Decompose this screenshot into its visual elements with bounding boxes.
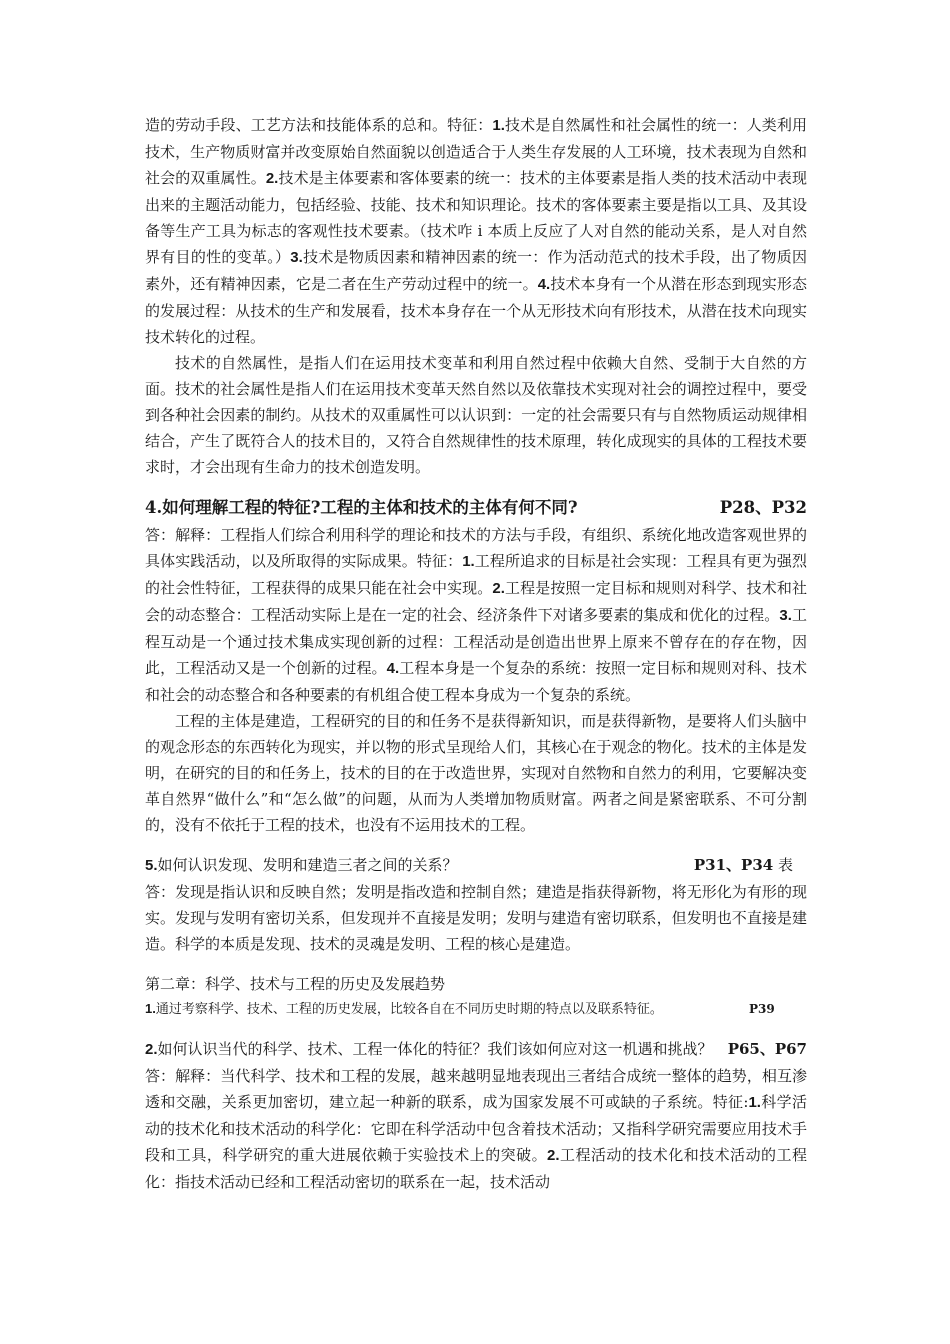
paragraph-tech-attributes: 技术的自然属性，是指人们在运用技术变革和利用自然过程中依赖大自然、受制于大自然的方面。技术的社会属性是指人们在运用技术变革天然自然以及依靠技术实现对社会的调控过程中，要受到各种社会因素的制约。从技术的双重属性可以认识到：一定的社会需要只有与自然物质运动规律相结合，产生了既符合人的技术目的，又符合自然规律性的技术原理，转化成现实的具体的工程技术要求时，才会出现有生命力的技术创造发明。 — [145, 354, 807, 476]
page-reference: P28、P32 — [719, 498, 807, 517]
paragraph-tech-features — [145, 112, 807, 350]
question-4 — [145, 494, 807, 522]
item-number: 1. — [748, 1094, 761, 1111]
answer-4 — [145, 522, 807, 708]
question-text: 如何认识发现、发明和建造三者之间的关系？ — [157, 856, 458, 874]
page-reference: P39 — [749, 1002, 775, 1016]
document-page — [145, 112, 807, 1195]
item-number: 2. — [265, 170, 279, 187]
text: 工程活动的技术化和技术活动的工程化：指技术活动已经和工程活动密切的联系在一起，技术活动 — [145, 1146, 807, 1191]
page-reference — [694, 852, 793, 878]
chapter2-question-1 — [145, 997, 807, 1022]
chapter-title: 第二章：科学、技术与工程的历史及发展趋势 — [145, 975, 446, 993]
item-number: 2. — [492, 580, 505, 597]
text: 科学活动的技术化和技术活动的科学化：它即在科学活动中包含着技术活动；又指科学研究需要应用技术手段和工具，科学研究的重大进展依赖于实验技术上的突破。 — [145, 1093, 807, 1164]
item-number: 3. — [290, 249, 303, 266]
question-5 — [145, 852, 807, 879]
text: 造的劳动手段、工艺方法和技能体系的总和。特征： — [145, 116, 493, 134]
question-text: 通过考察科学、技术、工程的历史发展，比较各自在不同历史时期的特点以及联系特征。 — [155, 1002, 663, 1017]
text: 技术是自然属性和社会属性的统一：人类利用技术，生产物质财富并改变原始自然面貌以创造适合于人类生存发展的人工环境，技术表现为自然和社会的双重属性。 — [145, 116, 807, 187]
text: 答：解释：当代科学、技术和工程的发展，越来越明显地表现出三者结合成统一整体的趋势，相互渗透和交融，关系更加密切，建立起一种新的联系，成为国家发展不可或缺的子系统。特征: — [145, 1067, 807, 1111]
answer-5: 答：发现是指认识和反映自然；发明是指改造和控制自然；建造是指获得新物，将无形化为有形的现实。发现与发明有密切关系，但发现并不直接是发明；发明与建造有密切联系，但发明也不直接是建造。科学的本质是发现、技术的灵魂是发明、工程的核心是建造。 — [145, 883, 807, 953]
question-text: 4.如何理解工程的特征?工程的主体和技术的主体有何不同? — [145, 498, 578, 517]
page-reference: P65、P67 — [727, 1040, 807, 1058]
text: 工程互动是一个通过技术集成实现创新的过程：工程活动是创造出世界上原来不曾存在的存在物，因此，工程活动又是一个创新的过程。 — [145, 606, 807, 677]
question-text: 如何认识当代的科学、技术、工程一体化的特征？我们该如何应对这一机遇和挑战？ — [157, 1040, 713, 1058]
item-number: 4. — [386, 660, 400, 677]
text: 工程所追求的目标是社会实现：工程具有更为强烈的社会性特征，工程获得的成果只能在社会中实现。 — [145, 552, 807, 597]
text: 技术是主体要素和客体要素的统一：技术的主体要素是指人类的技术活动中表现出来的主题活动能力，包括经验、技能、技术和知识理论。技术的客体要素主要是指以工具、及其设备等生产工具为标志的客观性技术要素。（技术咋 i 本质上反应了人对自然的能动关系，是人对自然界有目的性的变革。） — [145, 169, 807, 266]
page-reference-pages: P31、P34 — [693, 856, 774, 874]
question-number: 2. — [145, 1041, 158, 1058]
chapter2-question-2 — [145, 1036, 807, 1063]
answer-chapter2-2 — [145, 1063, 807, 1195]
text: 工程是按照一定目标和规则对科学、技术和社会的动态整合：工程活动实际上是在一定的社会、经济条件下对诸多要素的集成和优化的过程。 — [145, 579, 807, 624]
text: 技术本身有一个从潜在形态到现实形态的发展过程：从技术的生产和发展看，技术本身存在一个从无形技术向有形技术，从潜在技术向现实技术转化的过程。 — [145, 275, 807, 346]
paragraph-subjects: 工程的主体是建造，工程研究的目的和任务不是获得新知识，而是获得新物，是要将人们头脑中的观念形态的东西转化为现实，并以物的形式呈现给人们，其核心在于观念的物化。技术的主体是发明，在研究的目的和任务上，技术的目的在于改造世界，实现对自然物和自然力的利用，它要解决变革自然界“做什么”和“怎么做”的问题，从而为人类增加物质财富。两者之间是紧密联系、不可分割的，没有不依托于工程的技术，也没有不运用技术的工程。 — [145, 712, 807, 834]
text: 工程本身是一个复杂的系统：按照一定目标和规则对科、技术和社会的动态整合和各种要素的有机组合使工程本身成为一个复杂的系统。 — [145, 659, 807, 704]
text: 技术是物质因素和精神因素的统一：作为活动范式的技术手段，出了物质因素外，还有精神因素，它是二者在生产劳动过程中的统一。 — [145, 248, 807, 293]
item-number: 3. — [779, 607, 792, 624]
item-number: 1. — [462, 553, 475, 570]
text: 答：解释：工程指人们综合利用科学的理论和技术的方法与手段，有组织、系统化地改造客观世界的具体实践活动，以及所取得的实际成果。特征： — [145, 526, 807, 570]
item-number: 2. — [547, 1147, 560, 1164]
item-number: 1. — [492, 117, 505, 134]
item-number: 4. — [537, 276, 551, 293]
question-number: 1. — [145, 1001, 156, 1016]
page-reference-suffix: 表 — [773, 856, 793, 874]
question-number: 5. — [145, 857, 158, 874]
